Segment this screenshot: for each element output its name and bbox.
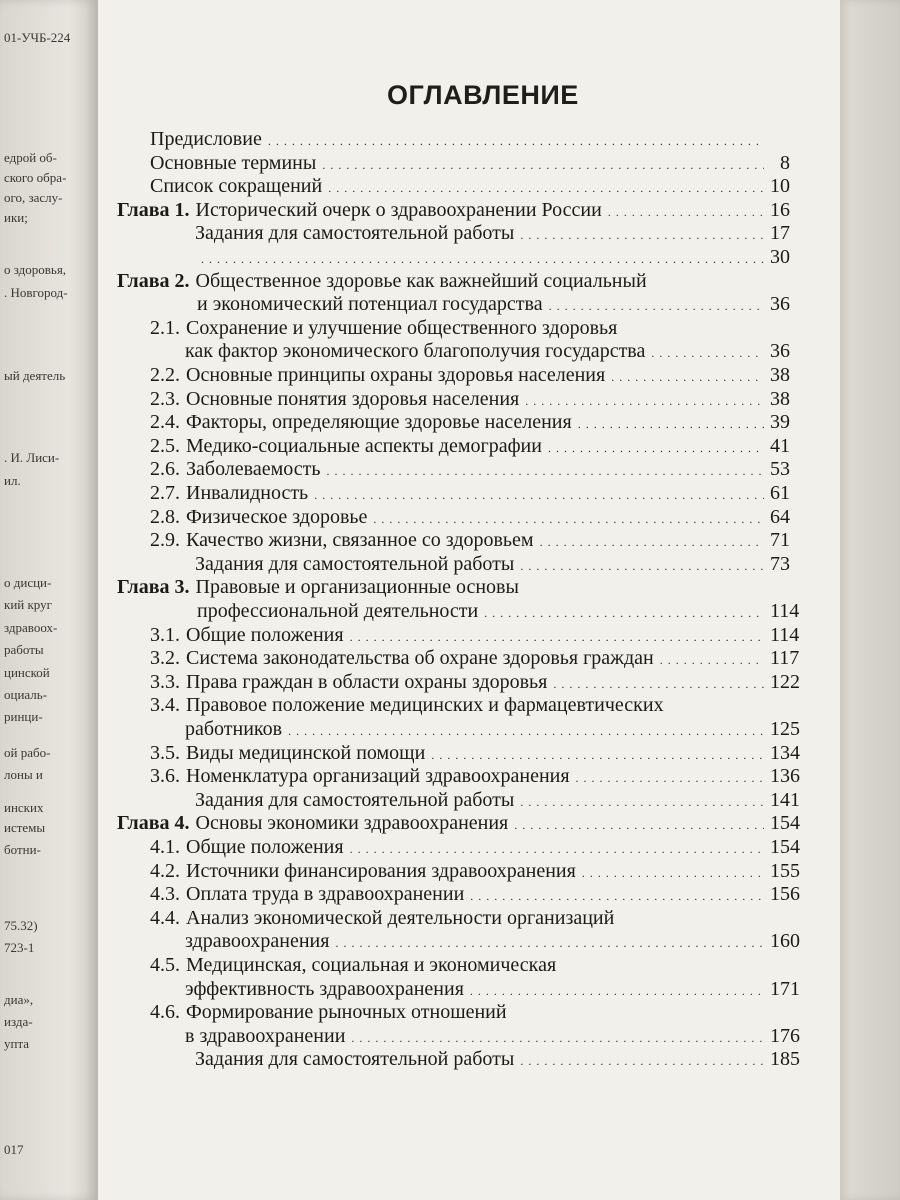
toc-page-number: 171 [770,977,800,1000]
toc-entry-title: Общественное здоровье как важнейший социальный [195,269,647,292]
toc-entry-title: Источники финансирования здравоохранения [186,859,576,882]
toc-entry-title: Оплата труда в здравоохранении [186,883,465,906]
left-page-text-line: ого, заслу- [4,190,63,205]
toc-entry-title: Заболеваемость [186,458,321,481]
toc-entry-number: 2.1. [150,316,180,339]
toc-page-number: 53 [770,458,790,481]
toc-entry-number: 4.5. [150,954,180,976]
toc-entry-title: Основные термины [150,151,317,174]
toc-page-number: 125 [770,718,800,740]
toc-entry-title: Качество жизни, связанное со здоровьем [186,529,534,552]
toc-entry-number: 3.4. [150,694,180,717]
toc-entry-title: Задания для самостоятельной работы [195,1048,515,1071]
toc-leader-dots [470,984,764,999]
toc-entry-title: Анализ экономической деятельности организаций [186,906,615,929]
left-page-text-line: о здоровья, [4,262,67,277]
toc-leader-dots [201,252,764,267]
left-page-text-line: диа», [4,992,34,1007]
toc-entry-title: здравоохранения [185,930,330,953]
toc-entry-number: 2.8. [150,505,180,528]
toc-leader-dots [484,606,764,621]
toc-leader-dots [288,724,764,739]
toc-page-number: 154 [770,812,800,835]
toc-entry-number: Глава 2. [117,269,190,292]
toc-leader-dots [373,512,764,527]
toc-entry[interactable] [150,364,790,387]
toc-entry[interactable] [150,836,800,859]
toc-entry-title: Система законодательства об охране здоровья граждан [186,647,654,670]
toc-entry[interactable] [150,458,790,481]
left-page-text-line: ботни- [4,842,41,857]
left-page-text-line: упта [4,1036,30,1051]
left-page-text-line: ики; [4,210,28,225]
toc-entry-title: работников [185,718,283,740]
toc-page-number: 61 [770,482,790,504]
toc-entry-number: 3.5. [150,741,180,764]
toc-page-number: 73 [770,552,790,575]
toc-leader-dots [470,889,764,904]
toc-entry-title: Виды медицинской помощи [186,741,426,764]
left-page-text-line: ского обра- [4,170,67,185]
toc-page-number: 16 [770,198,790,221]
toc-page-number: 136 [770,765,800,788]
toc-entry[interactable] [150,152,790,175]
toc-page-number: 36 [770,340,790,363]
toc-entry[interactable] [197,600,800,623]
toc-entry-continuation[interactable] [150,1001,790,1024]
toc-entry[interactable] [185,930,800,953]
toc-leader-dots [322,158,764,173]
left-page-text-line: инских [4,800,44,815]
toc-page-number: 38 [770,387,790,410]
toc-leader-dots [431,748,764,763]
toc-entry[interactable] [195,222,790,245]
toc-entry-title: Исторический очерк о здравоохранении России [195,198,602,221]
left-page-text-line: ринци- [4,709,43,724]
toc-entry[interactable] [195,553,790,576]
left-page-text-line: работы [4,642,44,657]
page-title: ОГЛАВЛЕНИЕ [387,80,579,110]
toc-entry-number: Глава 4. [117,812,190,835]
toc-leader-dots [540,535,764,550]
toc-leader-dots [525,394,764,409]
toc-entry[interactable] [150,623,800,647]
toc-leader-dots [553,677,764,692]
toc-leader-dots [268,134,764,149]
toc-page-number: 30 [770,246,790,268]
toc-entry[interactable] [195,1048,800,1071]
toc-page-number: 114 [770,600,800,622]
toc-leader-dots [549,299,764,314]
toc-entry-number: Глава 3. [117,576,190,599]
right-page-edge [840,0,900,1200]
toc-entry[interactable] [185,977,800,1001]
toc-entry-title: Права граждан в области охраны здоровья [186,670,548,693]
toc-entry-number: 2.7. [150,482,180,504]
toc-entry[interactable] [150,128,790,151]
left-page-text-line: ой рабо- [4,745,51,760]
toc-entry-title: Задания для самостоятельной работы [195,788,515,811]
toc-entry-continuation[interactable] [150,907,790,930]
toc-leader-dots [335,936,764,951]
toc-leader-dots [582,866,764,881]
toc-entry[interactable] [150,506,790,529]
toc-leader-dots [660,653,764,668]
toc-leader-dots [514,818,764,833]
toc-leader-dots [651,346,764,361]
toc-page-number: 8 [780,151,790,174]
toc-entry-number: 4.6. [150,1001,180,1024]
toc-leader-dots [520,228,764,243]
toc-leader-dots [350,842,764,857]
toc-page-number: 155 [770,859,800,882]
toc-entry-title: Основы экономики здравоохранения [195,812,509,835]
toc-entry-number: 3.1. [150,623,180,646]
toc-entry[interactable] [150,670,800,694]
toc-entry-number: 4.3. [150,883,180,906]
left-page-text-line: о дисци- [4,575,52,590]
toc-page-number: 114 [770,623,800,646]
toc-entry[interactable] [150,175,790,198]
toc-leader-dots [576,771,764,786]
left-page-text-line: . Новгород- [4,285,68,300]
toc-entry-title: как фактор экономического благополучия государства [185,340,646,363]
toc-entry[interactable] [150,388,790,411]
toc-leader-dots [327,464,765,479]
toc-page-number: 185 [770,1048,800,1071]
toc-leader-dots [578,417,764,432]
left-page-text-line: изда- [4,1014,33,1029]
toc-page-number: 36 [770,293,790,316]
toc-page-number: 39 [770,411,790,434]
toc-entry-title: и экономический потенциал государства [197,293,543,316]
toc-entry-number: 4.2. [150,859,180,882]
toc-leader-dots [548,441,764,456]
toc-entry-number: Глава 1. [117,198,190,221]
toc-page-number: 117 [770,647,800,670]
left-page-text-line: оциаль- [4,687,48,702]
toc-leader-dots [351,1031,764,1046]
toc-entry-title: Основные принципы охраны здоровья населения [186,364,606,386]
left-page-text-line: 723-1 [4,940,35,955]
toc-entry-continuation[interactable] [150,317,790,340]
toc-entry-title: Физическое здоровье [186,505,368,528]
toc-leader-dots [520,559,764,574]
toc-entry-title: Номенклатура организаций здравоохранения [186,765,570,788]
toc-entry-title: Формирование рыночных отношений [186,1001,507,1024]
toc-entry[interactable] [195,788,800,812]
toc-entry[interactable] [117,199,790,222]
toc-entry-number: 4.4. [150,906,180,929]
left-page-text-line: ил. [4,473,21,488]
toc-entry[interactable] [150,765,800,788]
toc-entry-title: профессиональной деятельности [197,600,479,622]
toc-entry[interactable] [185,1024,800,1048]
toc-entry[interactable] [150,435,790,458]
toc-entry[interactable] [150,482,790,505]
toc-page-number: 64 [770,505,790,528]
left-page-fragment [0,0,98,1200]
toc-entry-title: Список сокращений [150,175,323,198]
left-page-text-line: ый деятель [4,368,66,383]
toc-entry-title: Основные понятия здоровья населения [186,387,520,410]
left-page-text-line: . И. Лиси- [4,450,60,465]
toc-entry[interactable] [150,859,800,883]
toc-entry-continuation[interactable] [150,694,790,717]
left-page-text-line: 01-УЧБ-224 [4,30,71,45]
toc-entry-title: Общие положения [186,836,344,858]
toc-entry-title: Медико-социальные аспекты демографии [186,434,542,457]
toc-leader-dots [350,630,764,645]
toc-page-number: 17 [770,222,790,245]
left-page-text-line: едрой об- [4,150,57,165]
toc-leader-dots [520,1054,764,1069]
toc-page-number: 71 [770,529,790,552]
toc-entry[interactable] [197,293,790,316]
left-page-text-line: 75.32) [4,918,38,933]
toc-leader-dots [314,488,764,503]
toc-entry-title: Факторы, определяющие здоровье населения [186,411,572,434]
toc-entry-number: 2.6. [150,458,180,481]
toc-entry-continuation[interactable] [117,270,790,293]
toc-page-number: 156 [770,883,800,906]
toc-entry[interactable] [150,741,800,765]
toc-entry-continuation[interactable] [150,954,790,977]
toc-entry[interactable] [150,883,800,906]
toc-page-number: 10 [770,175,790,198]
toc-entry[interactable] [150,647,800,670]
toc-entry[interactable] [185,718,800,741]
toc-entry[interactable] [185,340,790,363]
toc-page-number: 38 [770,364,790,386]
toc-entry-number: 3.2. [150,647,180,670]
toc-leader-dots [520,795,764,810]
toc-entry[interactable] [117,812,800,835]
left-page-text-line: лоны и [4,767,43,782]
toc-entry-title: эффективность здравоохранения [185,977,464,1000]
toc-entry-title: Сохранение и улучшение общественного здоровья [186,316,618,339]
toc-entry-title: Задания для самостоятельной работы [195,222,515,245]
toc-entry-number: 4.1. [150,836,180,858]
toc-entry-title: Медицинская, социальная и экономическая [186,954,557,976]
toc-entry-number: 2.4. [150,411,180,434]
toc-entry[interactable] [150,529,790,552]
toc-page-number: 176 [770,1024,800,1047]
toc-page-number: 154 [770,836,800,858]
toc-entry-continuation[interactable] [117,576,790,599]
toc-entry-number: 2.5. [150,434,180,457]
left-page-text-line: кий круг [4,597,52,612]
toc-entry[interactable] [195,246,790,269]
toc-entry-title: Инвалидность [186,482,309,504]
toc-entry[interactable] [150,411,790,434]
toc-page-number: 134 [770,741,800,764]
toc-entry-number: 3.6. [150,765,180,788]
left-page-text-line: цинской [4,665,50,680]
toc-entry-title: Задания для самостоятельной работы [195,552,515,575]
toc-entry-title: в здравоохранении [185,1024,346,1047]
toc-page-number: 141 [770,788,800,811]
toc-entry-title: Предисловие [150,128,262,150]
toc-page-number: 122 [770,670,800,693]
toc-page-number: 160 [770,930,800,953]
left-page-text-line: 017 [4,1142,24,1157]
toc-entry-number: 3.3. [150,670,180,693]
toc-leader-dots [328,181,764,196]
toc-entry-number: 2.3. [150,387,180,410]
toc-entry-number: 2.9. [150,529,180,552]
toc-leader-dots [611,370,764,385]
toc-entry-title: Правовое положение медицинских и фармацевтических [186,694,664,717]
toc-leader-dots [608,205,764,220]
left-page-text-line: истемы [4,820,46,835]
toc-entry-number: 2.2. [150,364,180,386]
toc-entry-title: Общие положения [186,623,344,646]
left-page-text-line: здравоох- [4,620,58,635]
toc-entry-title: Правовые и организационные основы [195,576,519,599]
toc-page-number: 41 [770,434,790,457]
